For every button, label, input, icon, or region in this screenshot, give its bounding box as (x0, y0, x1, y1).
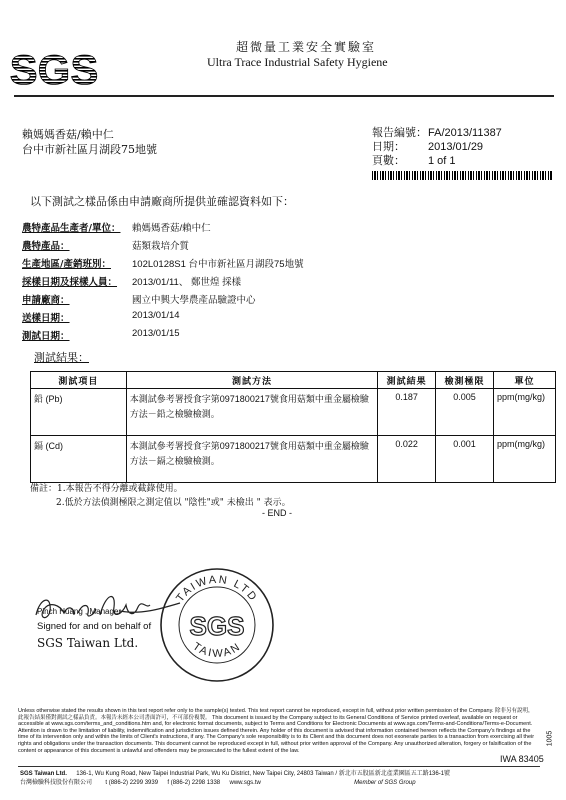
report-date-value: 2013/01/29 (428, 141, 484, 153)
info-label: 生產地區/產銷班別： (22, 259, 111, 270)
info-label: 採樣日期及採樣人員： (22, 277, 118, 288)
note-2: 2.低於方法偵測極限之測定值以 "陰性"或" 未檢出 " 表示。 (56, 498, 291, 508)
report-no-value: FA/2013/11387 (428, 127, 502, 139)
info-value: 2013/01/15 (132, 328, 180, 339)
cell-item: 鎘 (Cd) (31, 436, 127, 483)
table-row (31, 436, 556, 483)
svg-text:TAIWAN (190, 640, 243, 660)
table-row (31, 389, 556, 436)
info-value: 賴媽媽香菇/賴中仁 (132, 223, 211, 234)
client-name: 賴媽媽香菇/賴中仁 (22, 128, 114, 141)
sgs-logo-text: SGS (9, 46, 99, 93)
col-header-result: 測試結果 (378, 372, 436, 389)
info-label: 農特產品： (22, 241, 70, 252)
col-header-item: 測試項目 (31, 372, 127, 389)
signer-name: Pinch Huang , Manager (37, 607, 122, 616)
cell-result: 0.187 (378, 389, 436, 436)
cell-item: 鉛 (Pb) (31, 389, 127, 436)
seal-top-text: TAIWAN LTD (174, 573, 260, 605)
col-header-limit: 檢測極限 (436, 372, 494, 389)
results-header-row (31, 372, 556, 389)
cell-limit: 0.005 (436, 389, 494, 436)
info-value: 國立中興大學農產品驗證中心 (132, 295, 256, 306)
sgs-logo (9, 40, 99, 93)
cell-method: 本測試參考署授食字第0971800217號食用菇類中重金屬檢驗方法－鎘之檢驗檢測。 (126, 436, 377, 483)
results-title: 測試結果： (34, 351, 89, 364)
footer-phone: t (886-2) 2299 3939 (105, 780, 159, 786)
barcode (372, 171, 552, 180)
cell-unit: ppm(mg/kg) (494, 389, 556, 436)
lab-name-cn: 超微量工業安全實驗室 (236, 40, 377, 54)
footer-web: www.sgs.tw (229, 780, 261, 786)
footer-company-en: SGS Taiwan Ltd. (20, 771, 67, 777)
info-value: 2013/01/11、 鄭世煌 採樣 (132, 277, 242, 288)
footer-disclaimer: Unless otherwise stated the results shown in this test report refer only to the sample(s) tested. This test report cannot be reproduced, except in full, without prior written permission of the Company. 除非另有說明，此報告結果僅對測試之樣品負責。本報告未經本公司書面許可，不可部份複製。 This document is issued by the Company subject to its General Conditions of Service printed overleaf, available on request or accessible at www.sgs.com/terms_and_conditions.htm and, for electronic format documents, subject to Terms and Conditions for Electronic Documents at www.sgs.com/Terms-and-Conditions/Terms-e-Document. Attention is drawn to the limitation of liability, indemnification and jurisdiction issues defined therein. Any holder of this document is advised that information contained hereon reflects the Company's findings at the time of its intervention only and within the limits of Client's instructions, if any. The Company's sole responsibility is to its Client and this document does not exonerate parties to a transaction from exercising all their rights and obligations under the transaction documents. This document cannot be reproduced except in full, without prior written approval of the Company. Any unauthorized alteration, forgery or falsification of the content or appearance of this document is unlawful and offenders may be prosecuted to the fullest extent of the law. (18, 708, 535, 754)
cell-unit: ppm(mg/kg) (494, 436, 556, 483)
report-no-label: 報告編號： (372, 126, 427, 139)
page-code: 1005 (546, 730, 554, 747)
report-page-value: 1 of 1 (428, 155, 456, 167)
end-mark: - END - (262, 508, 292, 518)
info-value: 102L0128S1 台中市新社區月湖段75地號 (132, 259, 304, 270)
footer-address-block (20, 768, 560, 786)
client-address: 台中市新社區月湖段75地號 (22, 143, 157, 156)
info-label: 測試日期： (22, 331, 70, 342)
lab-name-en: Ultra Trace Industrial Safety Hygiene (207, 55, 388, 69)
info-label: 送樣日期： (22, 313, 70, 324)
info-value: 菇類栽培介質 (132, 241, 190, 252)
col-header-method: 測試方法 (126, 372, 377, 389)
notes (30, 482, 291, 510)
footer-address: 136-1, Wu Kung Road, New Taipei Industrial Park, Wu Ku District, New Taipei City, 24803 Taiwan / 新北市五股區新北產業園區五工路136-1號 (76, 771, 451, 777)
cert-number-value: 83405 (518, 754, 544, 764)
report-page-label: 頁數： (372, 154, 405, 167)
header-divider (14, 95, 554, 97)
signer-company: SGS Taiwan Ltd. (37, 636, 139, 650)
footer-fax: f (886-2) 2298 1338 (167, 780, 221, 786)
cell-limit: 0.001 (436, 436, 494, 483)
seal-center-text: SGS (189, 611, 245, 641)
cell-result: 0.022 (378, 436, 436, 483)
report-date-label: 日期： (372, 140, 405, 153)
signed-line: Signed for and on behalf of (37, 621, 152, 632)
cell-method: 本測試參考署授食字第0971800217號食用菇類中重金屬檢驗方法－鉛之檢驗檢測。 (126, 389, 377, 436)
info-label: 申請廠商： (22, 295, 70, 306)
results-table (30, 371, 556, 483)
col-header-unit: 單位 (494, 372, 556, 389)
note-1: 備註：1.本報告不得分離或截錄使用。 (30, 484, 183, 494)
footer-company-cn: 台灣檢驗科技股份有限公司 (20, 780, 93, 786)
report-meta (372, 126, 502, 168)
intro-text: 以下測試之樣品係由申請廠商所提供並確認資料如下： (30, 195, 294, 208)
info-value: 2013/01/14 (132, 310, 180, 321)
footer-member: Member of SGS Group (354, 780, 416, 786)
cert-number: IWA 83405 (500, 754, 544, 764)
client-block (22, 127, 157, 157)
company-seal (157, 565, 277, 685)
info-label: 農特產品生產者/單位： (22, 223, 121, 234)
seal-bottom-text: TAIWAN (190, 640, 244, 661)
footer-divider (18, 766, 540, 767)
